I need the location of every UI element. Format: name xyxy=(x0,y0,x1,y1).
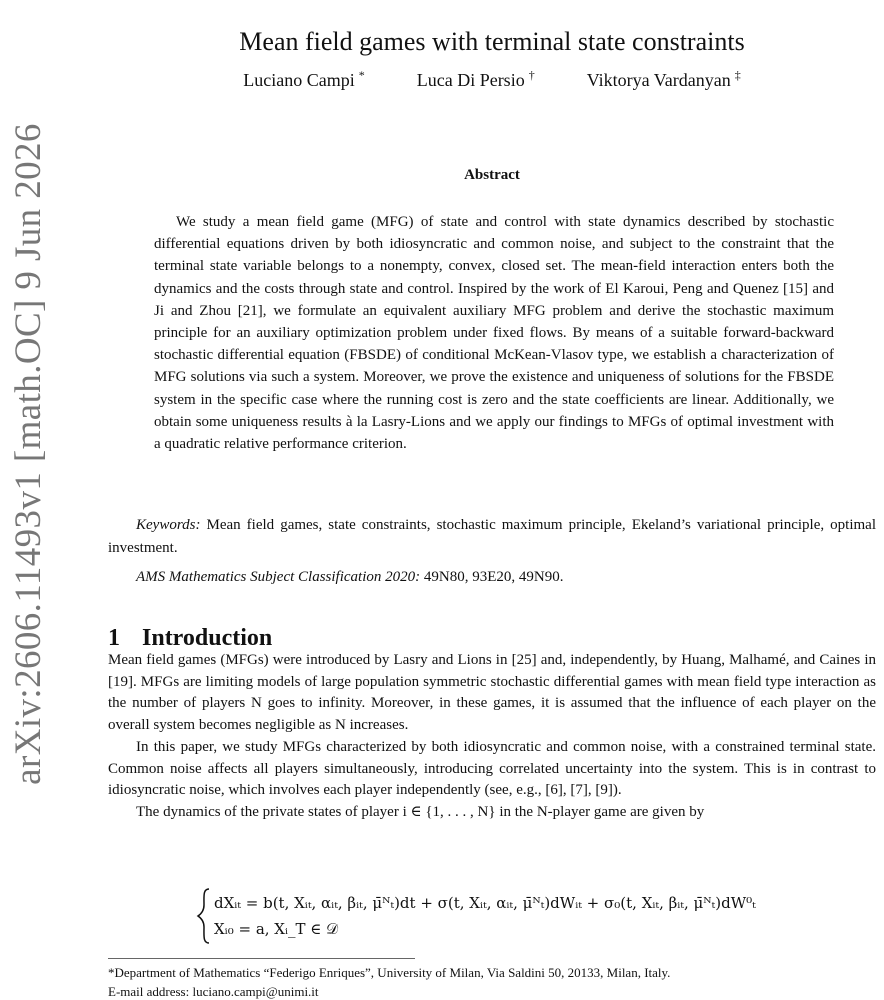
introduction-paragraph: The dynamics of the private states of player i ∈ {1, . . . , N} in the N-player game are given by xyxy=(136,803,705,820)
footnote-divider xyxy=(108,958,415,959)
footnote-line: E-mail address: luciano.campi@unimi.it xyxy=(108,984,319,999)
author-footnote-marker: * xyxy=(358,68,365,82)
abstract-heading: Abstract xyxy=(464,167,520,183)
arxiv-identifier: arXiv:2606.11493v1 [math.OC] 9 Jun 2026 xyxy=(7,123,49,785)
equation-line: Xᵢ₀ = a, Xᵢ_T ∈ 𝒟 xyxy=(214,920,339,938)
ams-classification xyxy=(136,566,876,588)
author-footnote-marker: ‡ xyxy=(734,68,741,82)
author-name: Luca Di Persio xyxy=(416,70,525,90)
author-name: Luciano Campi xyxy=(243,70,355,90)
keywords xyxy=(108,514,876,560)
author-luciano-campi xyxy=(243,68,364,92)
author-name: Viktorya Vardanyan xyxy=(586,70,731,90)
ams-codes: 49N80, 93E20, 49N90. xyxy=(423,569,564,585)
author-luca-di-persio xyxy=(417,68,535,92)
footnote-line: *Department of Mathematics “Federigo Enriques”, University of Milan, Via Saldini 50, 20133, Milan, Italy. xyxy=(108,965,671,980)
author-viktorya-vardanyan xyxy=(587,68,741,92)
ams-label: AMS Mathematics Subject Classification 2020: xyxy=(136,569,421,585)
author-footnote xyxy=(108,963,876,1000)
abstract-text: We study a mean field game (MFG) of state and control with state dynamics described by stochastic differential equations driven by both idiosyncratic and common noise, and subject to the constraint that the terminal state variable belongs to a nonempty, convex, closed set. The mean-field interaction enters both the dynamics and the costs through state and control. Inspired by the work of El Karoui, Peng and Quenez [15] and Ji and Zhou [21], we formulate an equivalent auxiliary MFG problem and derive the stochastic maximum principle for an auxiliary optimization problem under fixed flows. By means of a suitable forward-backward stochastic differential equation (FBSDE) of conditional McKean-Vlasov type, we establish a characterization of MFG solutions via such a system. Moreover, we prove the existence and uniqueness of solutions for the FBSDE system in the specific case where the running cost is zero and the state coefficients are linear. Additionally, we obtain some uniqueness results à la Lasry-Lions and we apply our findings to MFGs of optimal investment with a quadratic relative performance criterion. xyxy=(154,214,834,453)
equation-brace-icon xyxy=(196,887,212,945)
author-footnote-marker: † xyxy=(528,68,535,82)
section-number: 1 xyxy=(108,624,120,651)
paper-title: Mean field games with terminal state constraints xyxy=(239,27,745,57)
introduction-paragraph: In this paper, we study MFGs characterized by both idiosyncratic and common noise, with a constrained terminal state. Common noise affects all players simultaneously, introducing correlated uncertainty into the system. This is in contrast to idiosyncratic noise, which involves each player independently (see, e.g., [6], [7], [9]). xyxy=(108,738,876,799)
state-dynamics-equation xyxy=(196,890,796,948)
equation-lines xyxy=(214,890,756,942)
section-title: Introduction xyxy=(142,624,273,651)
keywords-text: Mean field games, state constraints, stochastic maximum principle, Ekeland’s variational principle, optimal investment. xyxy=(108,517,876,556)
introduction-paragraph: Mean field games (MFGs) were introduced by Lasry and Lions in [25] and, independently, by Huang, Malhamé, and Caines in [19]. MFGs are limiting models of large population symmetric stochastic differential games with mean field type interaction as the number of players N goes to infinity. Moreover, in these games, it is assumed that the influence of each player on the overall system becomes negligible as N increases. xyxy=(108,652,876,734)
keywords-label: Keywords: xyxy=(136,517,201,533)
section-heading xyxy=(108,623,876,653)
introduction-body xyxy=(108,650,876,824)
equation-line: dXᵢₜ = b(t, Xᵢₜ, αᵢₜ, βᵢₜ, μ̄ᴺₜ)dt + σ(t, Xᵢₜ, αᵢₜ, μ̄ᴺₜ)dWᵢₜ + σ₀(t, Xᵢₜ, βᵢₜ, μ̄ᴺₜ)dW⁰ₜ xyxy=(214,894,756,912)
author-list xyxy=(108,68,876,92)
